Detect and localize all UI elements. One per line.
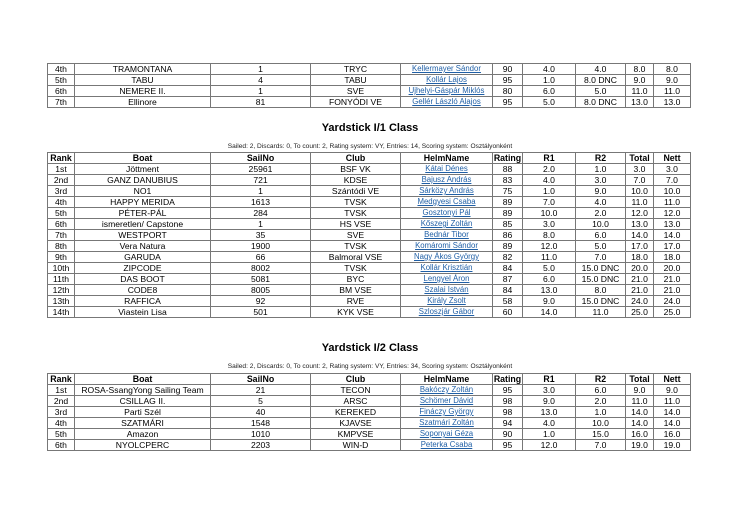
sailno-cell: 1 [211, 64, 311, 75]
boat-cell: NO1 [75, 186, 211, 197]
boat-cell: WESTPORT [75, 230, 211, 241]
helm-name-link[interactable]: Király Zsolt [401, 296, 493, 307]
boat-cell: Vera Natura [75, 241, 211, 252]
header-row [48, 153, 691, 164]
r2-cell: 4.0 [576, 197, 626, 208]
helm-name-link[interactable]: Sárközy András [401, 186, 493, 197]
boat-cell: SZATMÁRI [75, 418, 211, 429]
table-row [48, 219, 691, 230]
helm-name-link[interactable]: Kátai Dénes [401, 164, 493, 175]
nett-cell: 25.0 [654, 307, 691, 318]
table-row [48, 230, 691, 241]
boat-cell: GARUDA [75, 252, 211, 263]
rank-cell: 4th [48, 64, 75, 75]
nett-cell: 21.0 [654, 285, 691, 296]
club-cell: SVE [311, 230, 401, 241]
sailno-cell: 21 [211, 385, 311, 396]
nett-cell: 16.0 [654, 429, 691, 440]
column-header-helm: HelmName [401, 374, 493, 385]
r1-cell: 11.0 [523, 252, 576, 263]
r1-cell: 8.0 [523, 230, 576, 241]
table-row [48, 186, 691, 197]
rating-cell: 85 [493, 219, 523, 230]
r2-cell: 10.0 [576, 219, 626, 230]
club-cell: FONYÓDI VE [311, 97, 401, 108]
table-row [48, 440, 691, 451]
nett-cell: 19.0 [654, 440, 691, 451]
rank-cell: 13th [48, 296, 75, 307]
sailno-cell: 1 [211, 219, 311, 230]
r1-cell: 12.0 [523, 241, 576, 252]
column-header-total: Total [626, 153, 654, 164]
total-cell: 11.0 [626, 197, 654, 208]
total-cell: 20.0 [626, 263, 654, 274]
boat-cell: HAPPY MERIDA [75, 197, 211, 208]
r1-cell: 13.0 [523, 285, 576, 296]
boat-cell: Viastein Lisa [75, 307, 211, 318]
helm-name-link[interactable]: Szatmári Zoltán [401, 418, 493, 429]
boat-cell: DAS BOOT [75, 274, 211, 285]
total-cell: 11.0 [626, 86, 654, 97]
rank-cell: 7th [48, 97, 75, 108]
class-info-yardstick-i2: Sailed: 2, Discards: 0, To count: 2, Rating system: VY, Entries: 34, Scoring system: Osztályonként [227, 363, 513, 370]
rating-cell: 95 [493, 97, 523, 108]
r2-cell: 1.0 [576, 164, 626, 175]
club-cell: SVE [311, 86, 401, 97]
r2-cell: 15.0 DNC [576, 274, 626, 285]
helm-name-link[interactable]: Szalai István [401, 285, 493, 296]
rank-cell: 2nd [48, 396, 75, 407]
rating-cell: 84 [493, 263, 523, 274]
rating-cell: 84 [493, 285, 523, 296]
column-header-r2: R2 [576, 153, 626, 164]
r2-cell: 8.0 [576, 285, 626, 296]
r2-cell: 7.0 [576, 252, 626, 263]
rating-cell: 58 [493, 296, 523, 307]
club-cell: RVE [311, 296, 401, 307]
column-header-r1: R1 [523, 153, 576, 164]
sailno-cell: 721 [211, 175, 311, 186]
boat-cell: NEMERE II. [75, 86, 211, 97]
r1-cell: 10.0 [523, 208, 576, 219]
rank-cell: 12th [48, 285, 75, 296]
total-cell: 25.0 [626, 307, 654, 318]
r2-cell: 3.0 [576, 175, 626, 186]
nett-cell: 18.0 [654, 252, 691, 263]
boat-cell: Amazon [75, 429, 211, 440]
helm-name-link[interactable]: Medgyesi Csaba [401, 197, 493, 208]
total-cell: 24.0 [626, 296, 654, 307]
boat-cell: Jöttment [75, 164, 211, 175]
nett-cell: 10.0 [654, 186, 691, 197]
boat-cell: PÉTER-PÁL [75, 208, 211, 219]
r2-cell: 5.0 [576, 241, 626, 252]
r1-cell: 5.0 [523, 97, 576, 108]
r1-cell: 1.0 [523, 75, 576, 86]
rank-cell: 5th [48, 429, 75, 440]
rating-cell: 95 [493, 440, 523, 451]
boat-cell: RAFFICA [75, 296, 211, 307]
nett-cell: 14.0 [654, 418, 691, 429]
club-cell: TVSK [311, 197, 401, 208]
boat-cell: TRAMONTANA [75, 64, 211, 75]
column-header-nett: Nett [654, 374, 691, 385]
rank-cell: 1st [48, 385, 75, 396]
r1-cell: 4.0 [523, 418, 576, 429]
nett-cell: 9.0 [654, 75, 691, 86]
club-cell: Szántódi VE [311, 186, 401, 197]
helm-name-link[interactable]: Lengyel Áron [401, 274, 493, 285]
r2-cell: 8.0 DNC [576, 75, 626, 86]
r2-cell: 5.0 [576, 86, 626, 97]
rating-cell: 98 [493, 396, 523, 407]
table-row [48, 197, 691, 208]
table-row [48, 241, 691, 252]
club-cell: KDSE [311, 175, 401, 186]
table-row [48, 307, 691, 318]
table-row [48, 64, 691, 75]
rank-cell: 5th [48, 208, 75, 219]
nett-cell: 9.0 [654, 385, 691, 396]
club-cell: BSF VK [311, 164, 401, 175]
class-title-yardstick-i2: Yardstick I/2 Class [321, 342, 419, 354]
helm-name-link[interactable]: Ujhelyi-Gáspár Miklós [401, 86, 493, 97]
rating-cell: 60 [493, 307, 523, 318]
nett-cell: 21.0 [654, 274, 691, 285]
r1-cell: 14.0 [523, 307, 576, 318]
r2-cell: 7.0 [576, 440, 626, 451]
club-cell: BYC [311, 274, 401, 285]
sailno-cell: 1548 [211, 418, 311, 429]
table-row [48, 285, 691, 296]
sailno-cell: 1010 [211, 429, 311, 440]
column-header-club: Club [311, 374, 401, 385]
total-cell: 12.0 [626, 208, 654, 219]
class-info-yardstick-i1: Sailed: 2, Discards: 0, To count: 2, Rating system: VY, Entries: 14, Scoring system: Osztályonként [227, 143, 513, 150]
table-row [48, 296, 691, 307]
club-cell: TRYC [311, 64, 401, 75]
table-row [48, 75, 691, 86]
r1-cell: 7.0 [523, 197, 576, 208]
r1-cell: 3.0 [523, 385, 576, 396]
sailno-cell: 25961 [211, 164, 311, 175]
column-header-helm: HelmName [401, 153, 493, 164]
top-results-table [47, 63, 691, 108]
rank-cell: 10th [48, 263, 75, 274]
boat-cell: TABU [75, 75, 211, 86]
total-cell: 13.0 [626, 219, 654, 230]
sailno-cell: 284 [211, 208, 311, 219]
nett-cell: 24.0 [654, 296, 691, 307]
club-cell: Balmoral VSE [311, 252, 401, 263]
r1-cell: 1.0 [523, 186, 576, 197]
rating-cell: 89 [493, 197, 523, 208]
r1-cell: 3.0 [523, 219, 576, 230]
boat-cell: CSILLAG II. [75, 396, 211, 407]
sailno-cell: 66 [211, 252, 311, 263]
r2-cell: 1.0 [576, 407, 626, 418]
table-row [48, 175, 691, 186]
sailno-cell: 5081 [211, 274, 311, 285]
helm-name-link[interactable]: Bakóczy Zoltán [401, 385, 493, 396]
r2-cell: 11.0 [576, 307, 626, 318]
sailno-cell: 1613 [211, 197, 311, 208]
table-row [48, 418, 691, 429]
club-cell: WIN-D [311, 440, 401, 451]
rank-cell: 3rd [48, 407, 75, 418]
r1-cell: 6.0 [523, 274, 576, 285]
rating-cell: 90 [493, 64, 523, 75]
r1-cell: 4.0 [523, 64, 576, 75]
column-header-sailno: SailNo [211, 374, 311, 385]
nett-cell: 11.0 [654, 396, 691, 407]
column-header-club: Club [311, 153, 401, 164]
table-row [48, 396, 691, 407]
column-header-boat: Boat [75, 153, 211, 164]
sailno-cell: 2203 [211, 440, 311, 451]
rating-cell: 86 [493, 230, 523, 241]
column-header-r1: R1 [523, 374, 576, 385]
rank-cell: 2nd [48, 175, 75, 186]
helm-name-link[interactable]: Kellermayer Sándor [401, 64, 493, 75]
total-cell: 21.0 [626, 274, 654, 285]
table-row [48, 252, 691, 263]
nett-cell: 13.0 [654, 219, 691, 230]
rank-cell: 5th [48, 75, 75, 86]
nett-cell: 7.0 [654, 175, 691, 186]
column-header-boat: Boat [75, 374, 211, 385]
table-row [48, 407, 691, 418]
total-cell: 14.0 [626, 230, 654, 241]
boat-cell: ROSA-SsangYong Sailing Team [75, 385, 211, 396]
rank-cell: 11th [48, 274, 75, 285]
total-cell: 17.0 [626, 241, 654, 252]
column-header-rank: Rank [48, 374, 75, 385]
column-header-rating: Rating [493, 153, 522, 163]
boat-cell: ZIPCODE [75, 263, 211, 274]
total-cell: 14.0 [626, 418, 654, 429]
rating-cell: 94 [493, 418, 523, 429]
total-cell: 3.0 [626, 164, 654, 175]
club-cell: KEREKED [311, 407, 401, 418]
r2-cell: 15.0 [576, 429, 626, 440]
nett-cell: 20.0 [654, 263, 691, 274]
sailno-cell: 8005 [211, 285, 311, 296]
club-cell: HS VSE [311, 219, 401, 230]
boat-cell: NYOLCPERC [75, 440, 211, 451]
column-header-r2: R2 [576, 374, 626, 385]
nett-cell: 17.0 [654, 241, 691, 252]
total-cell: 19.0 [626, 440, 654, 451]
r1-cell: 2.0 [523, 164, 576, 175]
club-cell: BM VSE [311, 285, 401, 296]
club-cell: TECON [311, 385, 401, 396]
helm-name-link[interactable]: Kollár Lajos [401, 75, 493, 86]
column-header-rank: Rank [48, 153, 75, 164]
helm-name-link[interactable]: Schömer Dávid [401, 396, 493, 407]
helm-name-link[interactable]: Komáromi Sándor [401, 241, 493, 252]
total-cell: 9.0 [626, 75, 654, 86]
table-row [48, 97, 691, 108]
helm-name-link[interactable]: Kollár Krisztián [401, 263, 493, 274]
club-cell: ARSC [311, 396, 401, 407]
nett-cell: 14.0 [654, 230, 691, 241]
rank-cell: 9th [48, 252, 75, 263]
club-cell: TVSK [311, 263, 401, 274]
nett-cell: 11.0 [654, 86, 691, 97]
sailno-cell: 8002 [211, 263, 311, 274]
rating-cell: 98 [493, 407, 523, 418]
nett-cell: 14.0 [654, 407, 691, 418]
r1-cell: 13.0 [523, 407, 576, 418]
class-title-yardstick-i1: Yardstick I/1 Class [321, 122, 419, 134]
sailno-cell: 35 [211, 230, 311, 241]
total-cell: 8.0 [626, 64, 654, 75]
nett-cell: 13.0 [654, 97, 691, 108]
column-header-sailno: SailNo [211, 153, 311, 164]
nett-cell: 12.0 [654, 208, 691, 219]
r1-cell: 12.0 [523, 440, 576, 451]
rank-cell: 1st [48, 164, 75, 175]
rank-cell: 14th [48, 307, 75, 318]
total-cell: 16.0 [626, 429, 654, 440]
total-cell: 7.0 [626, 175, 654, 186]
sailno-cell: 4 [211, 75, 311, 86]
rank-cell: 6th [48, 219, 75, 230]
header-row [48, 374, 691, 385]
rating-cell: 95 [493, 75, 523, 86]
nett-cell: 3.0 [654, 164, 691, 175]
rank-cell: 4th [48, 418, 75, 429]
r1-cell: 4.0 [523, 175, 576, 186]
club-cell: TVSK [311, 208, 401, 219]
helm-name-link[interactable]: Szloszjár Gábor [401, 307, 493, 318]
nett-cell: 8.0 [654, 64, 691, 75]
boat-cell: Ellinore [75, 97, 211, 108]
helm-name-link[interactable]: Kőszegi Zoltán [401, 219, 493, 230]
rating-cell: 89 [493, 241, 523, 252]
sailno-cell: 92 [211, 296, 311, 307]
column-header-nett: Nett [654, 153, 691, 164]
club-cell: KJAVSE [311, 418, 401, 429]
helm-name-link[interactable]: Bajusz András [401, 175, 493, 186]
r2-cell: 6.0 [576, 385, 626, 396]
r2-cell: 4.0 [576, 64, 626, 75]
column-header-total: Total [626, 374, 654, 385]
total-cell: 9.0 [626, 385, 654, 396]
r2-cell: 9.0 [576, 186, 626, 197]
helm-name-link[interactable]: Peterka Csaba [401, 440, 493, 451]
rating-cell: 87 [493, 274, 523, 285]
boat-cell: Parti Szél [75, 407, 211, 418]
helm-name-link[interactable]: Gellér László Alajos [401, 97, 493, 108]
r1-cell: 6.0 [523, 86, 576, 97]
helm-name-link[interactable]: Nagy Ákos György [401, 252, 493, 263]
r2-cell: 10.0 [576, 418, 626, 429]
table-row [48, 164, 691, 175]
total-cell: 13.0 [626, 97, 654, 108]
rank-cell: 6th [48, 440, 75, 451]
rating-cell: 75 [493, 186, 523, 197]
r1-cell: 9.0 [523, 296, 576, 307]
club-cell: TABU [311, 75, 401, 86]
total-cell: 21.0 [626, 285, 654, 296]
rating-cell: 82 [493, 252, 523, 263]
table-row [48, 208, 691, 219]
rank-cell: 6th [48, 86, 75, 97]
helm-name-link[interactable]: Gosztonyi Pál [401, 208, 493, 219]
r2-cell: 2.0 [576, 208, 626, 219]
sailno-cell: 5 [211, 396, 311, 407]
helm-name-link[interactable]: Bednár Tibor [401, 230, 493, 241]
sailno-cell: 1900 [211, 241, 311, 252]
rating-cell: 90 [493, 429, 523, 440]
sailno-cell: 40 [211, 407, 311, 418]
helm-name-link[interactable]: Fináczy György [401, 407, 493, 418]
rating-cell: 95 [493, 385, 523, 396]
r1-cell: 9.0 [523, 396, 576, 407]
rating-cell: 83 [493, 175, 523, 186]
boat-cell: GANZ DANUBIUS [75, 175, 211, 186]
table-row [48, 86, 691, 97]
total-cell: 10.0 [626, 186, 654, 197]
rating-cell: 80 [493, 86, 523, 97]
nett-cell: 11.0 [654, 197, 691, 208]
yardstick-i2-results-table [47, 373, 691, 451]
boat-cell: CODE8 [75, 285, 211, 296]
total-cell: 14.0 [626, 407, 654, 418]
rank-cell: 8th [48, 241, 75, 252]
total-cell: 11.0 [626, 396, 654, 407]
rank-cell: 3rd [48, 186, 75, 197]
sailno-cell: 501 [211, 307, 311, 318]
r2-cell: 15.0 DNC [576, 296, 626, 307]
r2-cell: 2.0 [576, 396, 626, 407]
r1-cell: 1.0 [523, 429, 576, 440]
sailno-cell: 1 [211, 186, 311, 197]
club-cell: KYK VSE [311, 307, 401, 318]
r2-cell: 8.0 DNC [576, 97, 626, 108]
table-row [48, 385, 691, 396]
rating-cell: 88 [493, 164, 523, 175]
r2-cell: 15.0 DNC [576, 263, 626, 274]
club-cell: TVSK [311, 241, 401, 252]
table-row [48, 429, 691, 440]
rank-cell: 7th [48, 230, 75, 241]
sailno-cell: 81 [211, 97, 311, 108]
yardstick-i1-results-table [47, 152, 691, 318]
table-row [48, 274, 691, 285]
helm-name-link[interactable]: Soponyai Géza [401, 429, 493, 440]
r1-cell: 5.0 [523, 263, 576, 274]
rating-cell: 89 [493, 208, 523, 219]
table-row [48, 263, 691, 274]
total-cell: 18.0 [626, 252, 654, 263]
club-cell: KMPVSE [311, 429, 401, 440]
rank-cell: 4th [48, 197, 75, 208]
sailno-cell: 1 [211, 86, 311, 97]
r2-cell: 6.0 [576, 230, 626, 241]
column-header-rating: Rating [493, 374, 522, 384]
boat-cell: ismeretlen/ Capstone [75, 219, 211, 230]
